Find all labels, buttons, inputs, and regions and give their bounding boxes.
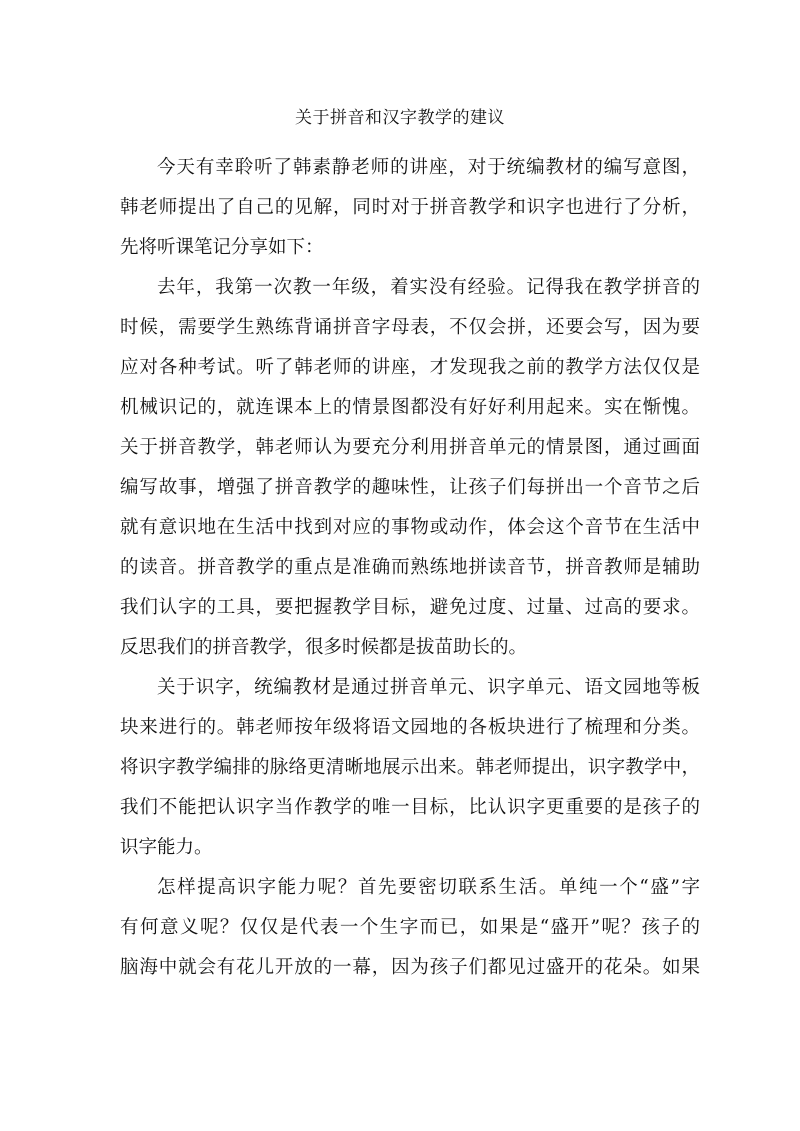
text-line: 识字能力。 bbox=[120, 837, 213, 858]
text-line: 我们认字的工具，要把握教学目标，避免过度、过量、过高的要求。 bbox=[120, 597, 700, 618]
text-line: 怎样提高识字能力呢？首先要密切联系生活。单纯一个“盛”字 bbox=[157, 877, 700, 898]
text-line: 有何意义呢？仅仅是代表一个生字而已，如果是“盛开”呢？孩子的 bbox=[120, 917, 700, 938]
text-line: 时候，需要学生熟练背诵拼音字母表，不仅会拼，还要会写，因为要 bbox=[120, 317, 700, 338]
text-line: 反思我们的拼音教学，很多时候都是拔苗助长的。 bbox=[120, 637, 528, 658]
document-body bbox=[120, 148, 700, 988]
document-title: 关于拼音和汉字教学的建议 bbox=[295, 108, 505, 128]
text-line: 将识字教学编排的脉络更清晰地展示出来。韩老师提出，识字教学中， bbox=[120, 757, 700, 778]
text-line: 先将听课笔记分享如下： bbox=[120, 237, 324, 258]
text-line: 编写故事，增强了拼音教学的趣味性，让孩子们每拼出一个音节之后 bbox=[120, 477, 700, 498]
text-line: 今天有幸聆听了韩素静老师的讲座，对于统编教材的编写意图， bbox=[157, 157, 700, 178]
text-line: 我们不能把认识字当作教学的唯一目标，比认识字更重要的是孩子的 bbox=[120, 797, 700, 818]
text-line: 去年，我第一次教一年级，着实没有经验。记得我在教学拼音的 bbox=[157, 277, 700, 298]
text-line: 关于识字，统编教材是通过拼音单元、识字单元、语文园地等板 bbox=[157, 677, 700, 698]
text-line: 的读音。拼音教学的重点是准确而熟练地拼读音节，拼音教师是辅助 bbox=[120, 557, 700, 578]
text-line: 应对各种考试。听了韩老师的讲座，才发现我之前的教学方法仅仅是 bbox=[120, 357, 700, 378]
text-line: 关于拼音教学，韩老师认为要充分利用拼音单元的情景图，通过画面 bbox=[120, 437, 700, 458]
text-line: 韩老师提出了自己的见解，同时对于拼音教学和识字也进行了分析， bbox=[120, 197, 700, 218]
text-line: 脑海中就会有花儿开放的一幕，因为孩子们都见过盛开的花朵。如果 bbox=[120, 957, 700, 978]
text-line: 机械识记的，就连课本上的情景图都没有好好利用起来。实在惭愧。 bbox=[120, 397, 700, 418]
text-line: 块来进行的。韩老师按年级将语文园地的各板块进行了梳理和分类。 bbox=[120, 717, 700, 738]
text-line: 就有意识地在生活中找到对应的事物或动作，体会这个音节在生活中 bbox=[120, 517, 700, 538]
